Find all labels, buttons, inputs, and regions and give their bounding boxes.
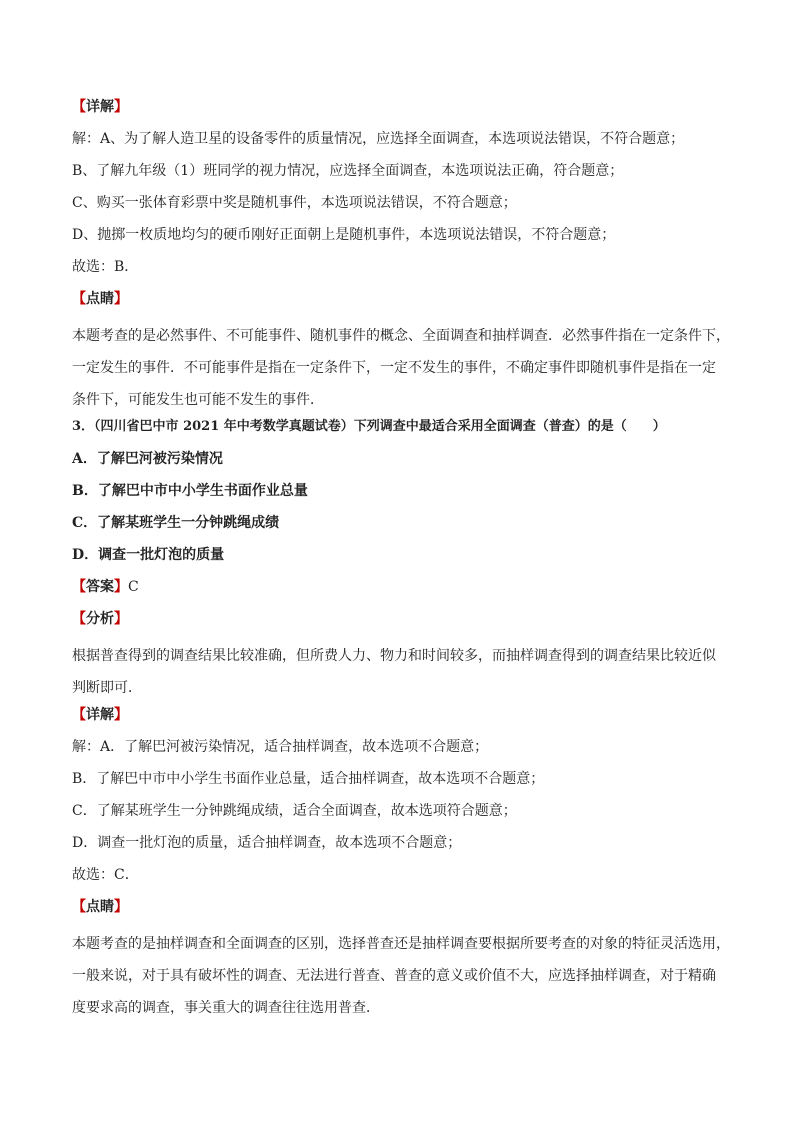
section-heading-xiangjie <box>72 96 722 118</box>
conclusion-line: 故选：C． <box>72 867 139 883</box>
section-heading-fenxi <box>72 608 722 630</box>
heading-label: 详解 <box>86 707 114 723</box>
explanation-line: 解：A．了解巴河被污染情况，适合抽样调查，故本选项不合题意； <box>72 739 489 755</box>
section-heading-dianjing-q3 <box>72 896 722 918</box>
analysis-paragraph <box>72 640 722 704</box>
bracket-close: 】 <box>114 899 128 915</box>
conclusion-line: 故选：B． <box>72 259 139 275</box>
bracket-open: 【 <box>72 899 86 915</box>
bracket-open: 【 <box>72 611 86 627</box>
question-title: 3．（四川省巴中市 2021 年中考数学真题试卷）下列调查中最适合采用全面调查（普查）的是（ ） <box>72 419 666 434</box>
paragraph-line: 一定发生的事件．不可能事件是指在一定条件下，一定不发生的事件，不确定事件即随机事件是指在一定 <box>72 360 716 376</box>
paragraph-line: 根据普查得到的调查结果比较准确，但所费人力、物力和时间较多，而抽样调查得到的调查结果比较近似 <box>72 648 716 664</box>
paragraph-line: 条件下，可能发生也可能不发生的事件． <box>72 392 324 408</box>
bracket-close: 】 <box>114 707 128 723</box>
explanation-line: D、抛掷一枚质地均匀的硬币刚好正面朝上是随机事件，本选项说法错误，不符合题意； <box>72 227 616 243</box>
heading-label: 分析 <box>86 611 114 627</box>
answer-label: 答案 <box>86 579 114 595</box>
paragraph-line: 本题考查的是抽样调查和全面调查的区别，选择普查还是抽样调查要根据所要考查的对象的特征灵活选用， <box>72 936 730 952</box>
paragraph-line: 度要求高的调查，事关重大的调查往往选用普查． <box>72 1000 380 1016</box>
explanation-line: C、购买一张体育彩票中奖是随机事件，本选项说法错误，不符合题意； <box>72 195 517 211</box>
explanation-line: D．调查一批灯泡的质量，适合抽样调查，故本选项不合题意； <box>72 835 462 851</box>
commentary-paragraph <box>72 928 730 1024</box>
explanation-line: B、了解九年级（1）班同学的视力情况，应选择全面调查，本选项说法正确，符合题意； <box>72 163 624 179</box>
document-page <box>72 96 730 1024</box>
option-d: D．调查一批灯泡的质量 <box>72 547 225 563</box>
commentary-paragraph <box>72 320 730 416</box>
heading-label: 点睛 <box>86 899 114 915</box>
bracket-open: 【 <box>72 707 86 723</box>
explanation-line: B．了解巴中市中小学生书面作业总量，适合抽样调查，故本选项不合题意； <box>72 771 545 787</box>
heading-label: 点睛 <box>86 291 114 307</box>
answer-row <box>72 576 722 598</box>
option-b: B．了解巴中市中小学生书面作业总量 <box>72 483 308 499</box>
option-a: A．了解巴河被污染情况 <box>72 451 223 467</box>
explanation-line: C．了解某班学生一分钟跳绳成绩，适合全面调查，故本选项符合题意； <box>72 803 517 819</box>
answer-value: C <box>128 579 139 595</box>
bracket-close: 】 <box>114 99 128 115</box>
heading-label: 详解 <box>86 99 114 115</box>
bracket-open: 【 <box>72 99 86 115</box>
bracket-open: 【 <box>72 291 86 307</box>
section-heading-xiangjie-q3 <box>72 704 722 726</box>
paragraph-line: 本题考查的是必然事件、不可能事件、随机事件的概念、全面调查和抽样调查．必然事件指在一定条件下， <box>72 328 730 344</box>
bracket-close: 】 <box>114 611 128 627</box>
option-c: C．了解某班学生一分钟跳绳成绩 <box>72 515 280 531</box>
bracket-open: 【 <box>72 579 86 595</box>
explanation-line: 解：A、为了解人造卫星的设备零件的质量情况，应选择全面调查，本选项说法错误，不符合题意； <box>72 131 685 147</box>
bracket-close: 】 <box>114 579 128 595</box>
paragraph-line: 一般来说，对于具有破坏性的调查、无法进行普查、普查的意义或价值不大，应选择抽样调查，对于精确 <box>72 968 716 984</box>
section-heading-dianjing <box>72 288 722 310</box>
bracket-close: 】 <box>114 291 128 307</box>
paragraph-line: 判断即可． <box>72 680 142 696</box>
